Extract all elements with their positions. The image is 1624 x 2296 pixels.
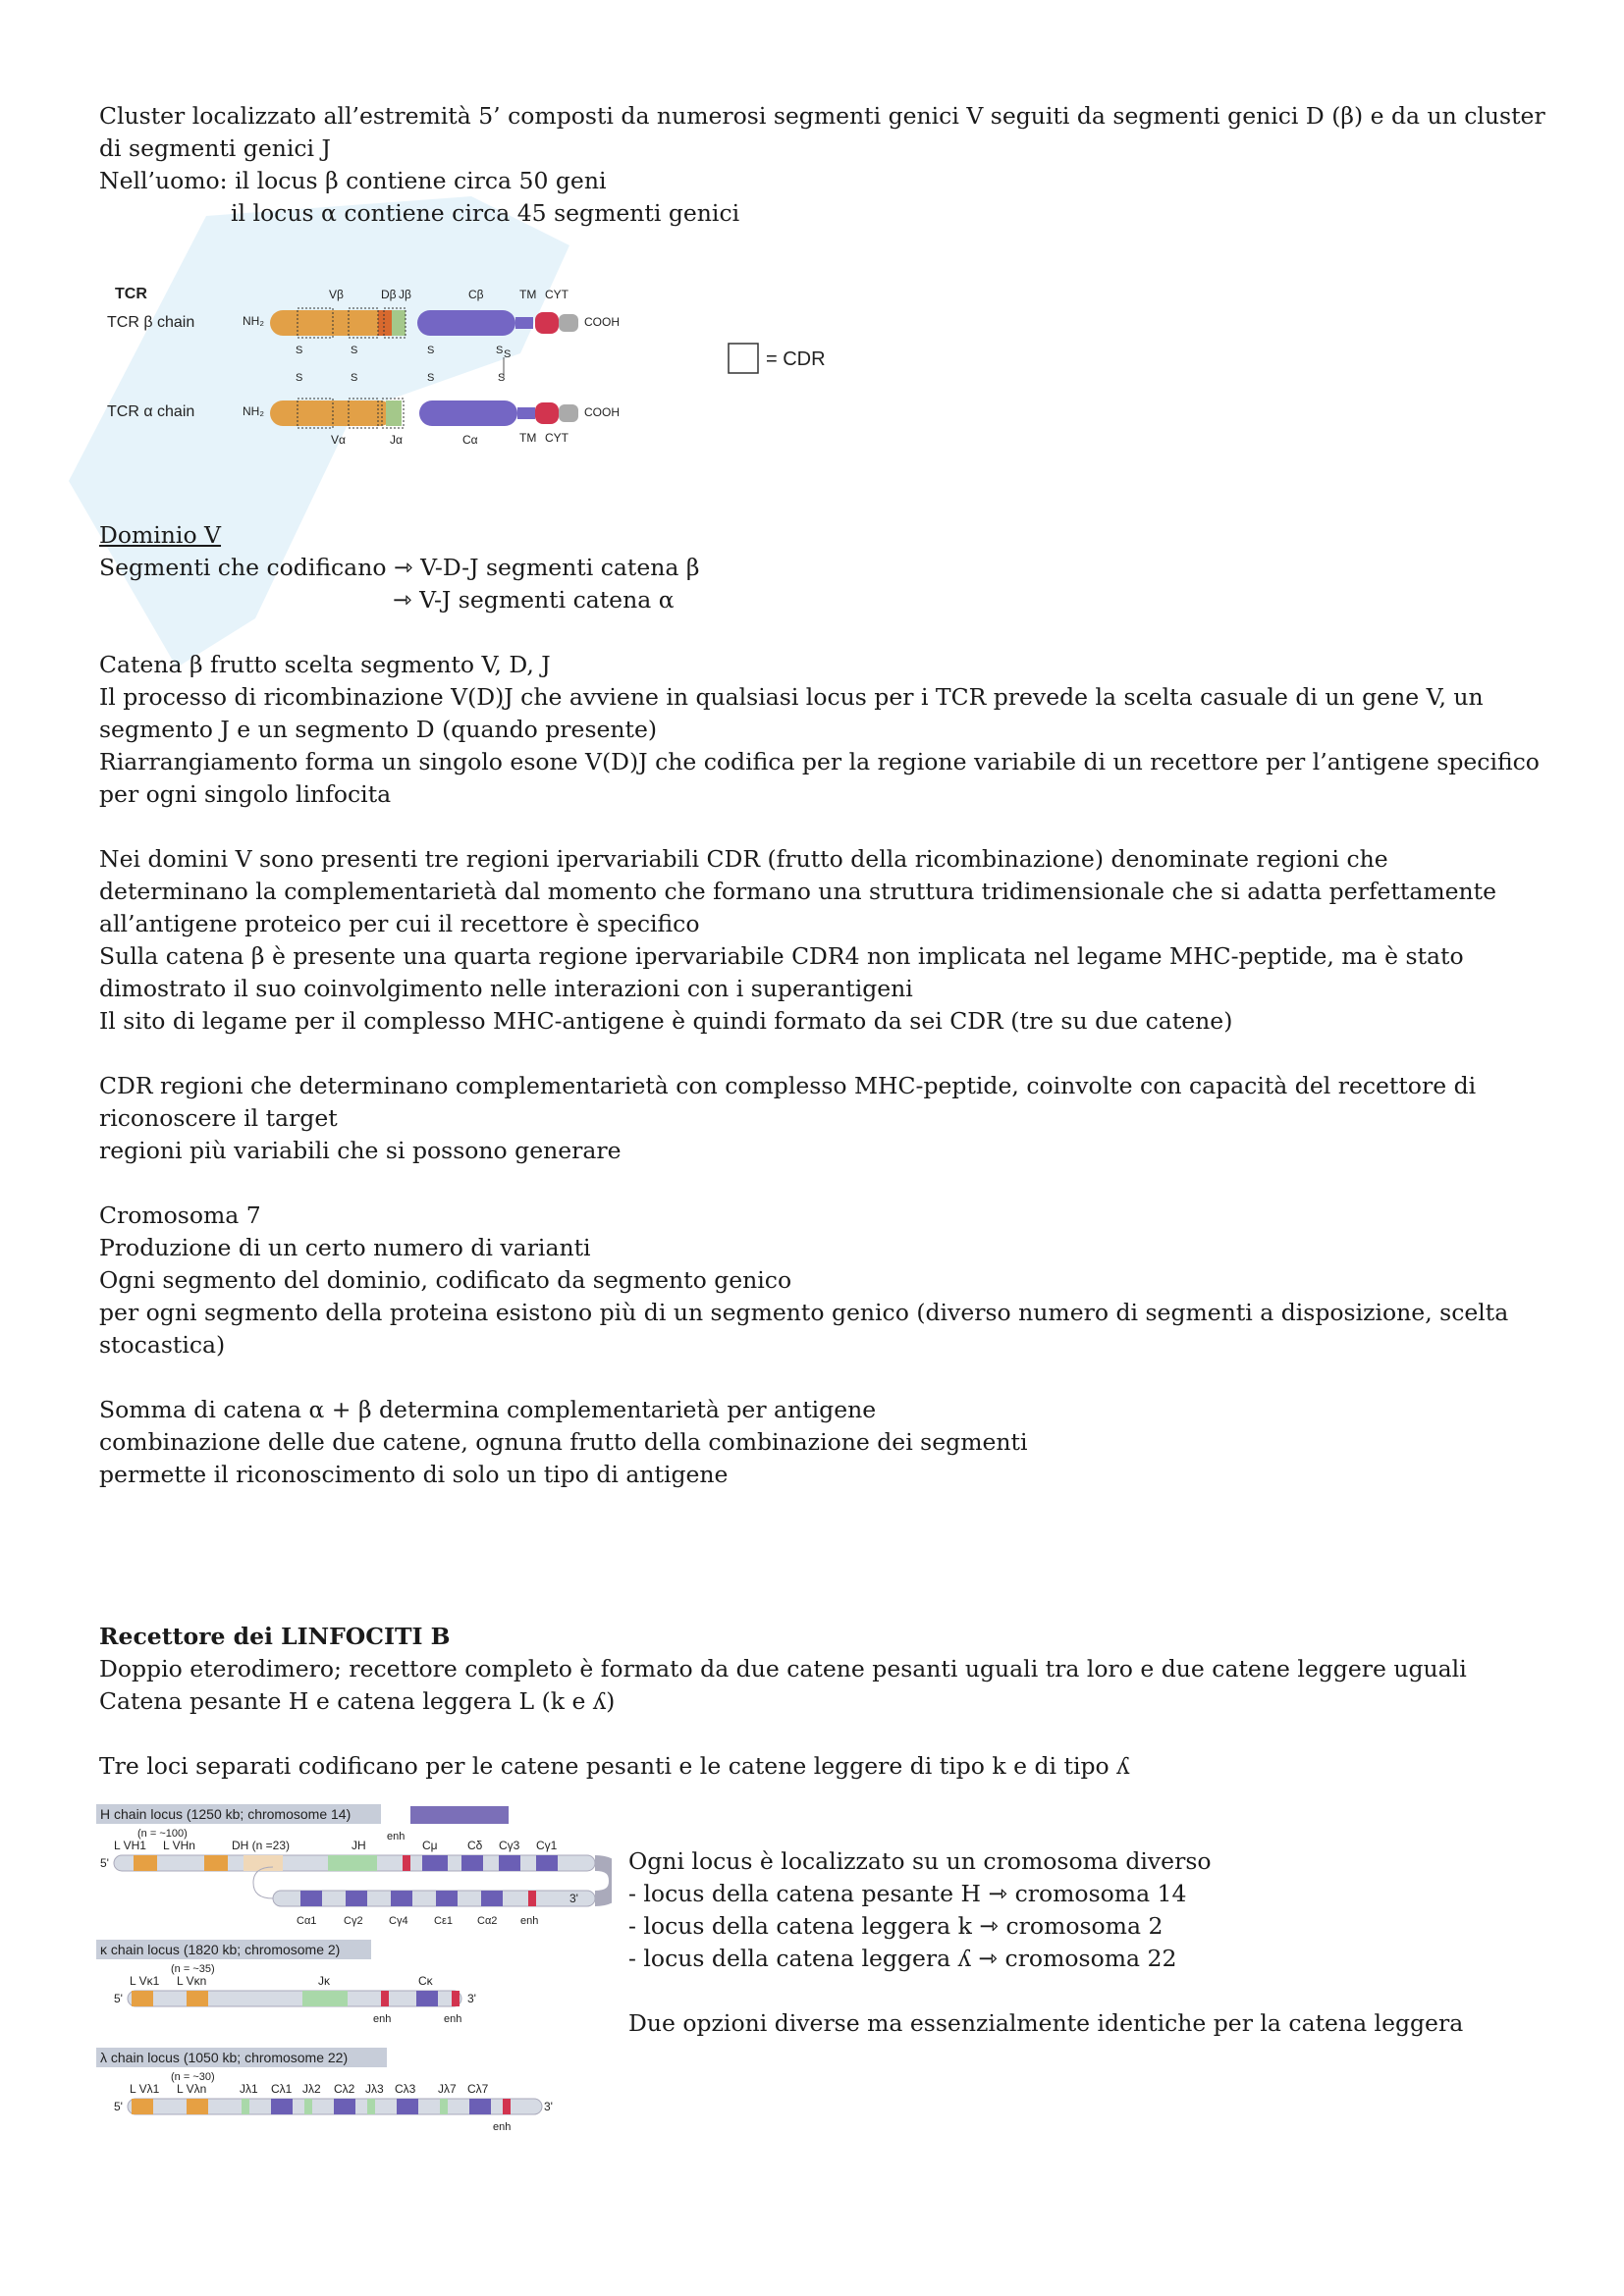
cyt-label: CYT [545, 288, 568, 301]
h-cg1-label: Cγ1 [536, 1839, 558, 1852]
h-bottom-label: Cγ4 [389, 1915, 408, 1927]
disulfide-s: S [351, 372, 358, 384]
text-line: - locus della catena leggera k ⇾ cromosoma 2 [628, 1912, 1164, 1940]
ig-loci-figure [96, 1804, 612, 2148]
disulfide-s: S [498, 372, 506, 384]
segment-c [391, 1891, 412, 1906]
disulfide-s: S [427, 345, 435, 356]
l-locus-title: λ chain locus (1050 kb; chromosome 22) [100, 2050, 349, 2065]
j-alpha-segment [386, 400, 402, 426]
segment-c [422, 1855, 448, 1871]
l-seg-label: Cλ3 [395, 2082, 416, 2096]
l-v1-label: L Vλ1 [130, 2082, 160, 2096]
l-n-label: (n = ~30) [171, 2071, 215, 2083]
text-line: - locus della catena pesante H ⇾ cromosoma 14 [628, 1880, 1187, 1907]
h-n-label: (n = ~100) [137, 1828, 188, 1840]
segment-c [397, 2099, 418, 2114]
l-vn-label: L Vλn [177, 2082, 207, 2096]
text-line: di segmenti genici J [99, 134, 331, 162]
h-exon-detail [410, 1806, 509, 1824]
text-line: Il processo di ricombinazione V(D)J che avviene in qualsiasi locus per i TCR prevede la scelta casuale di un gene V, un [99, 683, 1484, 711]
k-j-label: Jκ [318, 1974, 330, 1988]
h-cmu-label: Cμ [422, 1839, 438, 1852]
c-alpha-label: Cα [462, 433, 478, 447]
segment-c [271, 2099, 293, 2114]
l-seg-label: Cλ2 [334, 2082, 355, 2096]
text-line: combinazione delle due catene, ognuna frutto della combinazione dei segmenti [99, 1428, 1028, 1456]
k-v1-label: L Vκ1 [130, 1974, 160, 1988]
segment-enh [452, 1991, 460, 2006]
v-beta-label: Vβ [329, 288, 344, 301]
segment-enh [528, 1891, 536, 1906]
text-line: Cromosoma 7 [99, 1201, 261, 1229]
text-line: il locus α contiene circa 45 segmenti genici [231, 199, 740, 227]
strand-fold [595, 1863, 612, 1898]
tcr-title: TCR [115, 286, 147, 302]
segment-j [440, 2099, 448, 2114]
disulfide-s: S [351, 345, 358, 356]
h-bottom-label: Cε1 [434, 1915, 453, 1927]
text-line: Nei domini V sono presenti tre regioni ipervariabili CDR (frutto della ricombinazione) denominate regioni che [99, 845, 1388, 873]
segment-enh [403, 1855, 410, 1871]
cyt-alpha [535, 402, 559, 424]
d-beta-segment [378, 310, 392, 336]
segment-c [334, 2099, 355, 2114]
text-line: Produzione di un certo numero di varianti [99, 1234, 591, 1261]
j-beta-label: Jβ [399, 288, 411, 301]
tm-label: TM [519, 431, 537, 445]
text-line: per ogni singolo linfocita [99, 780, 392, 808]
disulfide-s: S [296, 372, 303, 384]
j-alpha-label: Jα [390, 433, 403, 447]
tm-beta [515, 317, 533, 329]
tm-label: TM [519, 288, 537, 301]
h-bottom-label: Cα2 [477, 1915, 498, 1927]
h-bottom-label: Cα1 [297, 1915, 317, 1927]
text-line: - locus della catena leggera ʎ ⇾ cromosoma 22 [628, 1945, 1177, 1972]
l-seg-label: Jλ3 [365, 2082, 384, 2096]
segment-enh [503, 2099, 511, 2114]
segment-j [242, 2099, 249, 2114]
cdr-legend-box [729, 344, 758, 373]
segment-c [481, 1891, 503, 1906]
segment-c [436, 1891, 458, 1906]
three-prime: 3' [544, 2100, 553, 2113]
cyt-beta [535, 312, 559, 334]
segment-v [132, 1991, 153, 2006]
h-vn-label: L VHn [163, 1839, 195, 1852]
three-prime: 3' [467, 1992, 476, 2005]
cyt-label: CYT [545, 431, 568, 445]
k-enh-label: enh [444, 2013, 462, 2025]
segment-c [461, 1855, 483, 1871]
c-beta-domain [417, 310, 515, 336]
text-line: riconoscere il target [99, 1104, 338, 1132]
l-seg-label: Jλ1 [240, 2082, 258, 2096]
k-locus-title: κ chain locus (1820 kb; chromosome 2) [100, 1942, 341, 1957]
h-enh-label: enh [387, 1831, 406, 1842]
text-line: all’antigene proteico per cui il recettore è specifico [99, 910, 700, 937]
tail-beta [559, 314, 578, 332]
text-line: Nell’uomo: il locus β contiene circa 50 geni [99, 167, 607, 194]
h-d-label: DH (n =23) [232, 1839, 291, 1852]
text-line: Ogni segmento del dominio, codificato da segmento genico [99, 1266, 792, 1294]
c-alpha-domain [419, 400, 517, 426]
h-locus-title: H chain locus (1250 kb; chromosome 14) [100, 1806, 352, 1822]
text-line: Ogni locus è localizzato su un cromosoma diverso [628, 1847, 1212, 1875]
segment-v [187, 2099, 208, 2114]
h-bottom-label: Cγ2 [344, 1915, 363, 1927]
text-line: Segmenti che codificano ⇾ V-D-J segmenti catena β [99, 554, 700, 581]
segment-v [204, 1855, 228, 1871]
segment-c [346, 1891, 367, 1906]
text-line: determinano la complementarietà dal momento che formano una struttura tridimensionale che si adatta perfettamente [99, 878, 1497, 905]
c-beta-label: Cβ [468, 288, 484, 301]
tm-alpha [517, 407, 535, 419]
v-alpha-domain [270, 400, 393, 426]
nh2-label: NH₂ [243, 314, 264, 328]
cooh-label: COOH [584, 405, 620, 419]
l-seg-label: Jλ2 [302, 2082, 321, 2096]
segment-j [302, 1991, 348, 2006]
section-heading: Recettore dei LINFOCITI B [99, 1623, 451, 1650]
disulfide-s: S [296, 345, 303, 356]
segment-j [304, 2099, 312, 2114]
five-prime: 5' [100, 1856, 109, 1870]
segment-v [134, 1855, 157, 1871]
l-enh-label: enh [493, 2121, 512, 2133]
segment-c [499, 1855, 520, 1871]
strand-fold-left [253, 1867, 273, 1898]
l-seg-label: Jλ7 [438, 2082, 457, 2096]
cdr-legend [727, 341, 874, 376]
text-line: segmento J e un segmento D (quando presente) [99, 716, 658, 743]
k-c-label: Cκ [418, 1974, 433, 1988]
l-seg-label: Cλ1 [271, 2082, 293, 2096]
text-line: Cluster localizzato all’estremità 5’ composti da numerosi segmenti genici V seguiti da segmenti genici D (β) e da un cluster [99, 102, 1545, 130]
text-line: Due opzioni diverse ma essenzialmente identiche per la catena leggera [628, 2009, 1464, 2037]
h-j-label: JH [352, 1839, 366, 1852]
segment-c [536, 1855, 558, 1871]
text-line: stocastica) [99, 1331, 226, 1359]
segment-j [328, 1855, 377, 1871]
segment-j [367, 2099, 375, 2114]
text-line: permette il riconoscimento di solo un tipo di antigene [99, 1461, 729, 1488]
segment-c [416, 1991, 438, 2006]
k-vn-label: L Vκn [177, 1974, 207, 1988]
k-n-label: (n = ~35) [171, 1963, 215, 1975]
text-line: Catena β frutto scelta segmento V, D, J [99, 651, 551, 678]
text-line: Riarrangiamento forma un singolo esone V(D)J che codifica per la regione variabile di un recettore per l’antigene specifico [99, 748, 1540, 775]
disulfide-s: S [504, 348, 512, 360]
text-line: Il sito di legame per il complesso MHC-antigene è quindi formato da sei CDR (tre su due catene) [99, 1007, 1233, 1035]
segment-enh [381, 1991, 389, 2006]
v-beta-domain [270, 310, 393, 336]
five-prime: 5' [114, 1992, 123, 2005]
text-line: per ogni segmento della proteina esistono più di un segmento genico (diverso numero di segmenti a disposizione, scelta [99, 1299, 1509, 1326]
segment-v [132, 2099, 153, 2114]
text-line: Catena pesante H e catena leggera L (k e ʎ) [99, 1687, 616, 1715]
v-alpha-label: Vα [331, 433, 346, 447]
j-beta-segment [392, 310, 406, 336]
text-line: dimostrato il suo coinvolgimento nelle interazioni con i superantigeni [99, 975, 913, 1002]
tail-alpha [559, 404, 578, 422]
text-line: Sulla catena β è presente una quarta regione ipervariabile CDR4 non implicata nel legame MHC-peptide, ma è stato [99, 942, 1464, 970]
l-seg-label: Cλ7 [467, 2082, 489, 2096]
segment-c [469, 2099, 491, 2114]
segment-c [300, 1891, 322, 1906]
tcr-chain-figure [103, 275, 633, 452]
tcr-alpha-label: TCR α chain [107, 403, 195, 420]
three-prime: 3' [569, 1892, 578, 1905]
k-locus-strand [128, 1991, 461, 2006]
nh2-label: NH₂ [243, 404, 264, 418]
text-line: CDR regioni che determinano complementarietà con complesso MHC-peptide, coinvolte con capacità del recettore di [99, 1072, 1477, 1099]
segment-v [187, 1991, 208, 2006]
text-line: regioni più variabili che si possono generare [99, 1137, 622, 1164]
text-line: ⇾ V-J segmenti catena α [393, 586, 675, 614]
cdr-legend-label: = CDR [766, 348, 826, 370]
h-cdelta-label: Cδ [467, 1839, 483, 1852]
d-beta-label: Dβ [381, 288, 397, 301]
h-cg3-label: Cγ3 [499, 1839, 520, 1852]
five-prime: 5' [114, 2100, 123, 2113]
cooh-label: COOH [584, 315, 620, 329]
text-line: Doppio eterodimero; recettore completo è formato da due catene pesanti uguali tra loro e due catene leggere uguali [99, 1655, 1467, 1682]
section-heading: Dominio V [99, 521, 222, 549]
text-line: Tre loci separati codificano per le catene pesanti e le catene leggere di tipo k e di tipo ʎ [99, 1752, 1130, 1780]
h-v1-label: L VH1 [114, 1839, 146, 1852]
text-line: Somma di catena α + β determina complementarietà per antigene [99, 1396, 877, 1423]
disulfide-s: S [427, 372, 435, 384]
k-enh-label: enh [373, 2013, 392, 2025]
tcr-beta-label: TCR β chain [107, 314, 195, 331]
disulfide-s: S [496, 345, 504, 356]
h-bottom-label: enh [520, 1915, 539, 1927]
